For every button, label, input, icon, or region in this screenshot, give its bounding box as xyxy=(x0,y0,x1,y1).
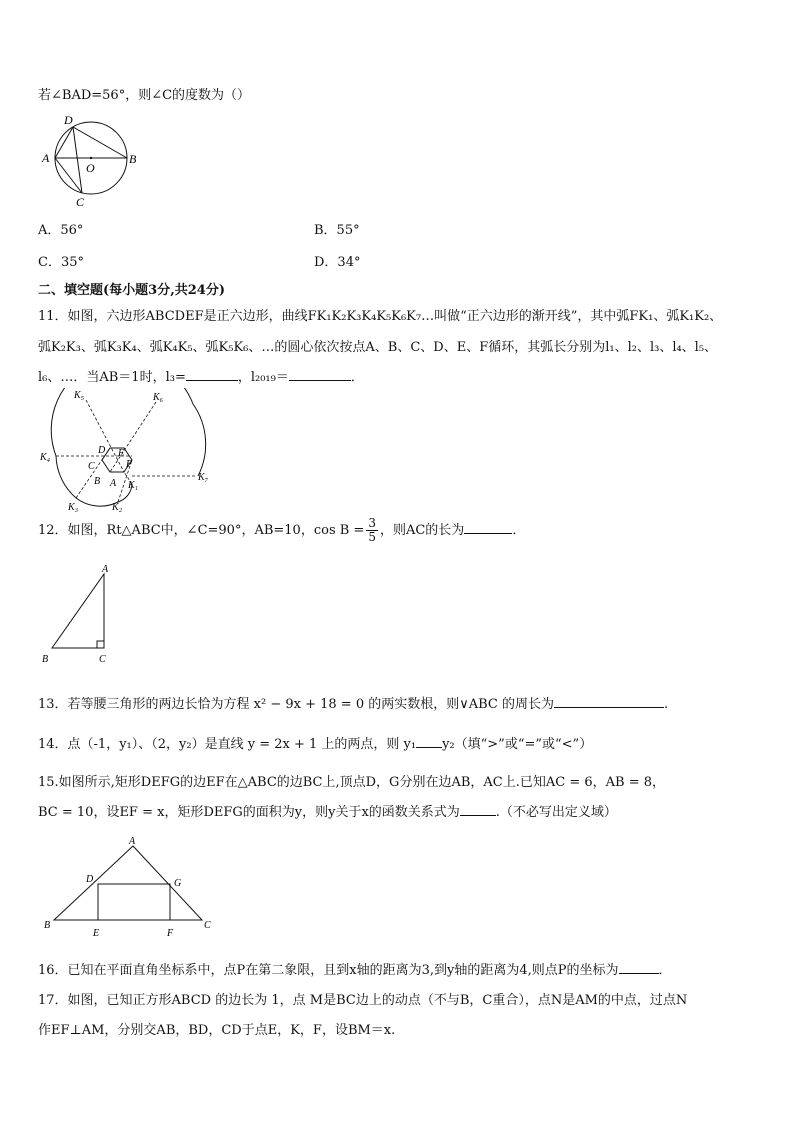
q11-label-k7: K₇ xyxy=(198,472,209,483)
q10-center-dot xyxy=(90,157,92,159)
q11-label-a: A xyxy=(110,478,117,489)
q13-text-a: 13．若等腰三角形的两边长恰为方程 x² − 9x + 18 = 0 的两实数根，则∨ABC 的周长为 xyxy=(38,697,555,712)
q10-label-c: C xyxy=(76,195,85,209)
q11-label-k3: K₃ xyxy=(68,502,79,513)
q15-label-b: B xyxy=(44,920,51,931)
q14-blank[interactable] xyxy=(416,735,442,748)
q15-text-b: .（不必写出定义域） xyxy=(495,805,617,820)
q12-right-angle-mark xyxy=(97,641,104,648)
q14-text-b: y₂（填“>”或“=”或“<”） xyxy=(442,737,593,752)
q10-label-d: D xyxy=(64,113,73,127)
q16-blank[interactable] xyxy=(619,961,659,974)
q11-label-b: B xyxy=(94,476,101,487)
q10-segment-db xyxy=(73,127,127,158)
q15-line2 xyxy=(38,801,617,820)
q11-involute-figure xyxy=(36,388,226,514)
q12-frac-den: 5 xyxy=(368,530,376,544)
q15-label-a: A xyxy=(129,836,136,847)
q12-label-b: B xyxy=(42,654,49,665)
q17-line2: 作EF⊥AM，分别交AB，BD，CD于点E，K，F，设BM＝x. xyxy=(38,1023,396,1038)
section2-title: 二、填空题(每小题3分,共24分) xyxy=(38,283,225,298)
q10-option-a: A．56° xyxy=(38,223,84,238)
q12-frac-num: 3 xyxy=(368,516,376,530)
q11-blank-l2019[interactable] xyxy=(289,368,351,381)
q11-label-d: D xyxy=(98,445,106,456)
q10-label-o: O xyxy=(86,161,95,175)
q14-line xyxy=(38,733,592,752)
q15-rectangle-defg xyxy=(98,884,170,920)
q11-dash-k6 xyxy=(110,402,156,472)
q10-label-b: B xyxy=(129,152,137,166)
q13-blank[interactable] xyxy=(554,695,664,708)
q11-arc-upper xyxy=(51,388,193,456)
q12-fraction xyxy=(366,517,378,544)
q16-text-b: ． xyxy=(658,963,672,978)
q12-text-c: ． xyxy=(512,523,526,538)
q11-label-k6: K₆ xyxy=(153,392,164,403)
q10-segment-ad xyxy=(55,127,73,158)
q15-label-f: F xyxy=(167,928,174,938)
q12-line xyxy=(38,516,525,546)
q10-stem: 若∠BAD=56°，则∠C的度数为（） xyxy=(38,88,251,103)
q11-blank-l3[interactable] xyxy=(186,368,238,381)
q16-line xyxy=(38,959,672,978)
q11-label-k4: K₄ xyxy=(40,452,51,463)
q15-label-c: C xyxy=(204,920,211,931)
q12-triangle xyxy=(52,574,104,648)
q15-line1: 15.如图所示,矩形DEFG的边EF在△ABC的边BC上,顶点D，G分别在边AB，AC上.已知AC = 6，AB = 8， xyxy=(38,775,665,790)
q10-option-c: C．35° xyxy=(38,255,84,270)
q17-line1: 17．如图，已知正方形ABCD 的边长为 1，点 M是BC边上的动点（不与B，C重合），点N是AM的中点，过点N xyxy=(38,993,688,1008)
q12-triangle-figure xyxy=(36,562,126,670)
q15-label-g: G xyxy=(174,878,182,889)
q11-label-e: E xyxy=(118,448,125,459)
q11-label-f: F xyxy=(126,459,133,470)
q13-text-b: . xyxy=(664,697,669,712)
q11-arc-k4-k3 xyxy=(56,456,76,498)
q11-arc-k6-k7 xyxy=(193,404,206,476)
q12-text-b: ，则AC的长为 xyxy=(379,523,465,538)
q12-blank[interactable] xyxy=(464,521,512,534)
q11-line3 xyxy=(38,366,364,385)
q12-label-a: A xyxy=(102,564,109,575)
q13-line xyxy=(38,693,668,712)
q12-text-a: 12．如图，Rt△ABC中，∠C=90°，AB=10，cos B = xyxy=(38,523,365,538)
q11-label-k5: K₅ xyxy=(74,390,85,401)
q10-option-d: D．34° xyxy=(314,255,361,270)
q11-line1: 11．如图，六边形ABCDEF是正六边形，曲线FK₁K₂K₃K₄K₅K₆K₇…叫做“正六边形的渐开线”，其中弧FK₁、弧K₁K₂、 xyxy=(38,309,723,324)
q11-label-k1: K₁ xyxy=(128,480,139,491)
q16-text-a: 16．已知在平面直角坐标系中，点P在第二象限，且到x轴的距离为3,到y轴的距离为4,则点P的坐标为 xyxy=(38,963,619,978)
q15-text-a: BC = 10，设EF = x，矩形DEFG的面积为y，则y关于x的函数关系式为 xyxy=(38,805,460,820)
q10-circle-figure xyxy=(36,110,146,210)
q11-line2: 弧K₂K₃、弧K₃K₄、弧K₄K₅、弧K₅K₆、…的圆心依次按点A、B、C、D、E、F循环，其弧长分别为l₁、l₂、l₃、l₄、l₅、 xyxy=(38,340,718,355)
q11-line3-b: ，l₂₀₁₉＝ xyxy=(237,370,289,385)
q11-line3-a: l₆、…．当AB＝1时，l₃= xyxy=(38,370,186,385)
q14-text-a: 14．点（-1，y₁）、（2，y₂）是直线 y = 2x + 1 上的两点，则 y₁ xyxy=(38,737,417,752)
q12-label-c: C xyxy=(99,654,106,665)
q15-label-e: E xyxy=(93,928,100,938)
q11-label-k2: K₂ xyxy=(112,502,123,513)
q15-blank[interactable] xyxy=(460,803,496,816)
q10-option-b: B．55° xyxy=(314,223,360,238)
q11-line3-c: ． xyxy=(350,370,364,385)
q15-rectangle-triangle-figure xyxy=(38,832,218,938)
q10-label-a: A xyxy=(42,151,50,165)
q11-label-c: C xyxy=(88,461,95,472)
q15-label-d: D xyxy=(86,874,94,885)
